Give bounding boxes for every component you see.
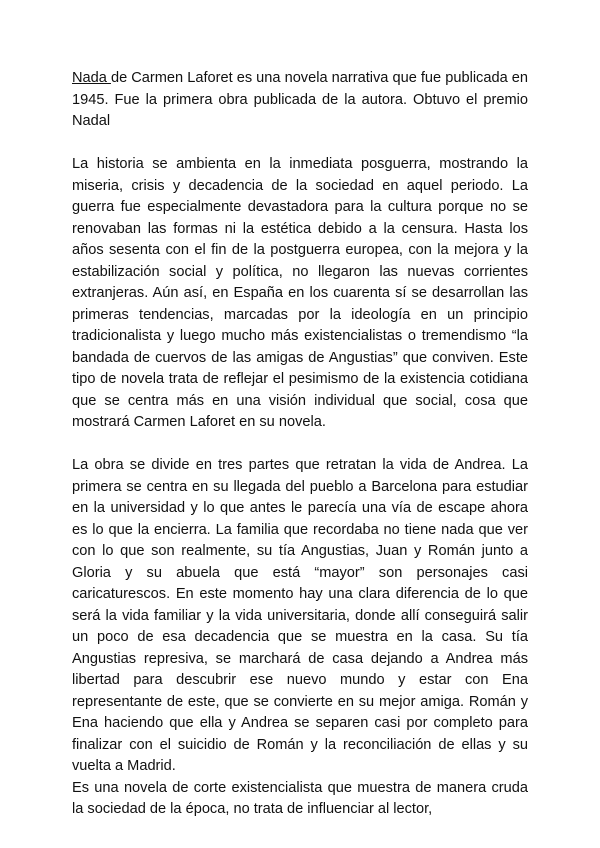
paragraph-spacer [72, 133, 528, 155]
paragraph-spacer [72, 434, 528, 456]
context-paragraph: La historia se ambienta en la inmediata posguerra, mostrando la miseria, crisis y decadencia de la sociedad en aquel periodo. La guerra fue especialmente devastadora para la cultura porque no se renovaban las formas ni la estética debido a la censura. Hasta los años sesenta con el fin de la postguerra europea, con la mejora y la estabilización social y política, no llegaron las nuevas corrientes extranjeras. Aún así, en España en los cuarenta sí se desarrollan las primeras tendencias, marcadas por la ideología en un principio tradicionalista y luego mucho más existencialistas o tremendismo “la bandada de cuervos de las amigas de Angustias” que conviven. Este tipo de novela trata de reflejar el pesimismo de la existencia cotidiana que se centra más en una visión individual que social, cosa que mostrará Carmen Laforet en su novela. [72, 156, 528, 430]
intro-text: de Carmen Laforet es una novela narrativa que fue publicada en 1945. Fue la primera obra publicada de la autora. Obtuvo el premio Nadal [72, 70, 528, 129]
document-page [72, 68, 528, 821]
style-paragraph: Es una novela de corte existencialista que muestra de manera cruda la sociedad de la época, no trata de influenciar al lector, [72, 779, 528, 817]
intro-paragraph [72, 68, 528, 133]
book-title: Nada [72, 70, 111, 86]
plot-paragraph: La obra se divide en tres partes que retratan la vida de Andrea. La primera se centra en su llegada del pueblo a Barcelona para estudiar en la universidad y lo que antes le parecía una vía de escape ahora es lo que la encierra. La familia que recordaba no tiene nada que ver con lo que son realmente, su tía Angustias, Juan y Román junto a Gloria y su abuela que está “mayor” son personajes casi caricaturescos. En este momento hay una clara diferencia de lo que será la vida familiar y la vida universitaria, donde allí conseguirá salir un poco de esa decadencia que se muestra en la casa. Su tía Angustias represiva, se marchará de casa dejando a Andrea más libertad para descubrir ese nuevo mundo y estar con Ena representante de este, que se convierte en su mejor amiga. Román y Ena haciendo que ella y Andrea se separen casi por completo para finalizar con el suicidio de Román y la reconciliación de ellas y su vuelta a Madrid. [72, 457, 528, 774]
